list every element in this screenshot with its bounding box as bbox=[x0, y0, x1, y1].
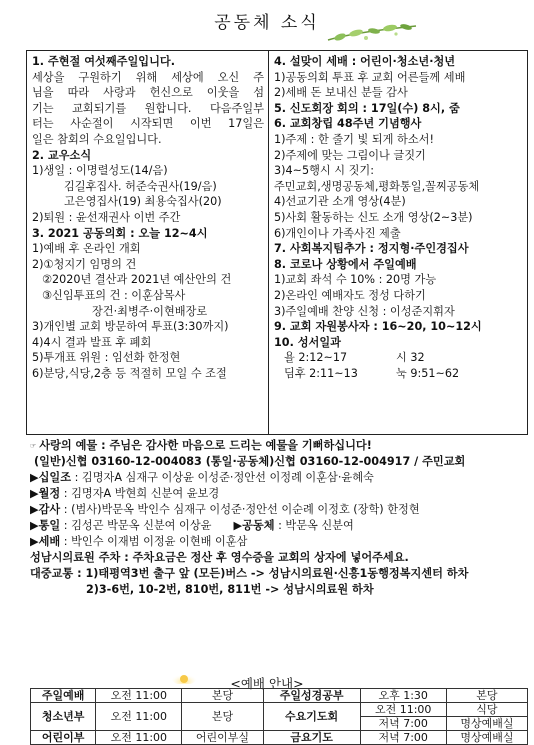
section-heading: 5. 신도회장 회의 : 17일(수) 8시, 줌 bbox=[274, 101, 460, 115]
table-row bbox=[31, 689, 528, 703]
table-cell: 본당 bbox=[182, 689, 263, 703]
bible-reading: 딤후 2:11~13 bbox=[284, 366, 358, 380]
transport-line-2: 2)3-6번, 10-2번, 810번, 811번 -> 성남시의료원 하차 bbox=[86, 583, 374, 596]
table-row bbox=[31, 731, 528, 745]
transport-line-1: 대중교통 : 1)태평역3번 출구 앞 (모든)버스 -> 성남시의료원·신흥1동행정복지센터 하차 bbox=[30, 567, 469, 580]
list-item: ③신임투표의 건 : 이훈삼목사 bbox=[42, 288, 186, 302]
column-divider bbox=[268, 51, 269, 434]
table-cell: 어린이부실 bbox=[182, 731, 263, 745]
list-item: 2)퇴원 : 윤선재권사 이번 주간 bbox=[32, 210, 181, 224]
donor-category: 통일 bbox=[38, 519, 61, 532]
table-cell: 명상예배실 bbox=[446, 717, 527, 731]
right-column bbox=[274, 54, 524, 381]
leaf-branch-decoration bbox=[326, 18, 418, 46]
donor-row bbox=[30, 502, 530, 518]
pointer-icon: ☞ bbox=[30, 442, 37, 450]
parking-note: 성남시의료원 주차 : 주차요금은 정산 후 영수증을 교회의 상자에 넣어주세요. bbox=[30, 551, 409, 564]
donor-names: : 김명자A 심재구 이상윤 이성준·정안선 이정례 이훈삼·윤혜숙 bbox=[71, 471, 374, 484]
list-item: 일은 참회의 수요일입니다. bbox=[32, 132, 162, 146]
donor-names: : 김성곤 박문옥 신분여 이상윤 bbox=[60, 519, 212, 532]
section-heading: 6. 교회창립 48주년 기념행사 bbox=[274, 117, 422, 131]
donor-names: : 박인수 이재범 이정윤 이현배 이훈삼 bbox=[60, 535, 248, 548]
list-item: 1)교회 좌석 수 10% : 20명 가능 bbox=[274, 273, 437, 287]
list-item: 고은영집사(19) 최용숙집사(20) bbox=[64, 195, 222, 209]
list-item: 6)개인이나 가족사진 제출 bbox=[274, 226, 401, 240]
table-cell: 저녁 7:00 bbox=[360, 717, 446, 731]
triangle-bullet-icon: ▶ bbox=[233, 519, 243, 532]
bible-reading: 욜 2:12~17 bbox=[284, 351, 348, 365]
bible-reading-row bbox=[274, 366, 524, 382]
table-cell: 수요기도회 bbox=[263, 703, 360, 731]
triangle-bullet-icon: ▶ bbox=[30, 471, 39, 484]
worship-guide-heading: <예배 안내> bbox=[230, 676, 304, 691]
section-heading: 8. 코로나 상황에서 주일예배 bbox=[274, 257, 417, 271]
triangle-bullet-icon: ▶ bbox=[30, 535, 39, 548]
section-heading: 9. 교회 자원봉사자 : 16~20, 10~12시 bbox=[274, 320, 482, 334]
list-item: 3)주일예배 찬양 신청 : 이성준지휘자 bbox=[274, 304, 455, 318]
offering-line bbox=[30, 438, 530, 454]
news-box bbox=[26, 50, 528, 435]
table-row bbox=[31, 703, 528, 717]
table-cell: 어린이부 bbox=[31, 731, 96, 745]
list-item: 5)투개표 위원 : 임선화 한정현 bbox=[32, 351, 181, 365]
list-item: 주민교회,생명공동체,평화통일,꼴찌공동체 bbox=[274, 179, 480, 193]
triangle-bullet-icon: ▶ bbox=[30, 487, 39, 500]
table-cell: 청소년부 bbox=[31, 703, 96, 731]
account-numbers: (일반)신협 03160-12-004083 (통일·공동체)신협 03160-12-004917 / 주민교회 bbox=[34, 455, 466, 468]
worship-schedule-table bbox=[30, 688, 528, 745]
section-heading: 4. 설맞이 세배 : 어린이·청소년·청년 bbox=[274, 55, 456, 68]
list-item: 3)4~5행시 시 짓기: bbox=[274, 164, 375, 178]
donor-row bbox=[30, 486, 530, 502]
donor-list bbox=[30, 470, 530, 550]
list-item: 기는 교회되기를 원합니다. 다음주일부 bbox=[32, 101, 264, 115]
table-cell: 주일예배 bbox=[31, 689, 96, 703]
donor-category: 십일조 bbox=[38, 471, 72, 484]
list-item: 2)①청지기 임명의 건 bbox=[32, 257, 137, 271]
donor-names: : 김명자A 박현희 신분여 윤보경 bbox=[60, 487, 220, 500]
table-cell: 본당 bbox=[446, 689, 527, 703]
list-item: 4)4시 결과 발표 후 폐회 bbox=[32, 335, 152, 349]
list-item: 1)공동의회 투표 후 교회 어른들께 세배 bbox=[274, 70, 466, 84]
list-item: 1)예배 후 온라인 개회 bbox=[32, 242, 141, 256]
list-item: 6)분당,식당,2층 등 적절히 모일 수 조절 bbox=[32, 366, 227, 380]
list-item: 5)사회 활동하는 신도 소개 영상(2~3분) bbox=[274, 210, 473, 224]
donor-category: 감사 bbox=[38, 503, 61, 516]
offering-text: 주님은 감사한 마음으로 드리는 예물을 기뻐하십니다! bbox=[105, 439, 372, 452]
donor-names: : (범사)박문옥 박인수 심재구 이성준·정안선 이순례 이정호 (장학) 한정현 bbox=[60, 503, 420, 516]
donor-row bbox=[30, 470, 530, 486]
table-cell: 오전 11:00 bbox=[96, 731, 182, 745]
list-item: 2)온라인 예배자도 정성 다하기 bbox=[274, 288, 426, 302]
donor-names: : 박문옥 신분여 bbox=[274, 519, 354, 532]
table-cell: 오전 11:00 bbox=[96, 689, 182, 703]
list-item: 김길후집사. 허준숙권사(19/음) bbox=[64, 179, 217, 193]
section-heading: 2. 교우소식 bbox=[32, 148, 92, 162]
donor-category: 월정 bbox=[38, 487, 61, 500]
list-item: ②2020년 결산과 2021년 예산안의 건 bbox=[42, 273, 232, 287]
page-title: 공동체 소식 bbox=[214, 13, 320, 33]
triangle-bullet-icon: ▶ bbox=[30, 503, 39, 516]
bible-reading: 눅 9:51~62 bbox=[396, 366, 460, 380]
list-item: 터는 사순절이 시작되면 이번 17일은 bbox=[32, 117, 264, 131]
table-cell: 금요기도 bbox=[263, 731, 360, 745]
table-cell: 오후 1:30 bbox=[360, 689, 446, 703]
table-cell: 오전 11:00 bbox=[96, 703, 182, 731]
table-cell: 저녁 7:00 bbox=[360, 731, 446, 745]
donor-row bbox=[30, 518, 530, 534]
triangle-bullet-icon: ▶ bbox=[30, 519, 39, 532]
list-item: 3)개인별 교회 방문하여 투표(3:30까지) bbox=[32, 320, 229, 334]
donor-row bbox=[30, 534, 530, 550]
table-cell: 명상예배실 bbox=[446, 731, 527, 745]
section-heading: 10. 성서일과 bbox=[274, 335, 341, 349]
offering-label: 사랑의 예물 : bbox=[39, 439, 106, 452]
left-column bbox=[32, 54, 264, 381]
list-item: 2)세배 돈 보내신 분들 감사 bbox=[274, 86, 408, 100]
list-item: 세상을 구원하기 위해 세상에 오신 주 bbox=[32, 70, 264, 84]
section-heading: 1. 주현절 여섯째주일입니다. bbox=[32, 55, 175, 68]
section-heading: 3. 2021 공동의회 : 오늘 12~4시 bbox=[32, 226, 208, 240]
offering-section bbox=[30, 438, 530, 598]
table-cell: 오전 11:00 bbox=[360, 703, 446, 717]
list-item: 1)주제 : 한 줄기 빛 되게 하소서! bbox=[274, 132, 434, 146]
list-item: 1)생일 : 이명렬성도(14/음) bbox=[32, 164, 168, 178]
list-item: 님을 따라 사랑과 헌신으로 이웃을 섬 bbox=[32, 86, 264, 100]
donor-category: 세배 bbox=[38, 535, 61, 548]
list-item: 장건·최병주·이현배장로 bbox=[92, 304, 208, 318]
table-cell: 본당 bbox=[182, 703, 263, 731]
list-item: 4)선교기관 소개 영상(4분) bbox=[274, 195, 406, 209]
list-item: 2)주제에 맞는 그림이나 글짓기 bbox=[274, 148, 426, 162]
table-cell: 식당 bbox=[446, 703, 527, 717]
table-cell: 주일성경공부 bbox=[263, 689, 360, 703]
bible-reading-row bbox=[274, 350, 524, 366]
section-heading: 7. 사회복지팀추가 : 정지형·주인경집사 bbox=[274, 242, 469, 256]
donor-category: 공동체 bbox=[242, 519, 275, 532]
bible-reading: 시 32 bbox=[396, 351, 425, 365]
